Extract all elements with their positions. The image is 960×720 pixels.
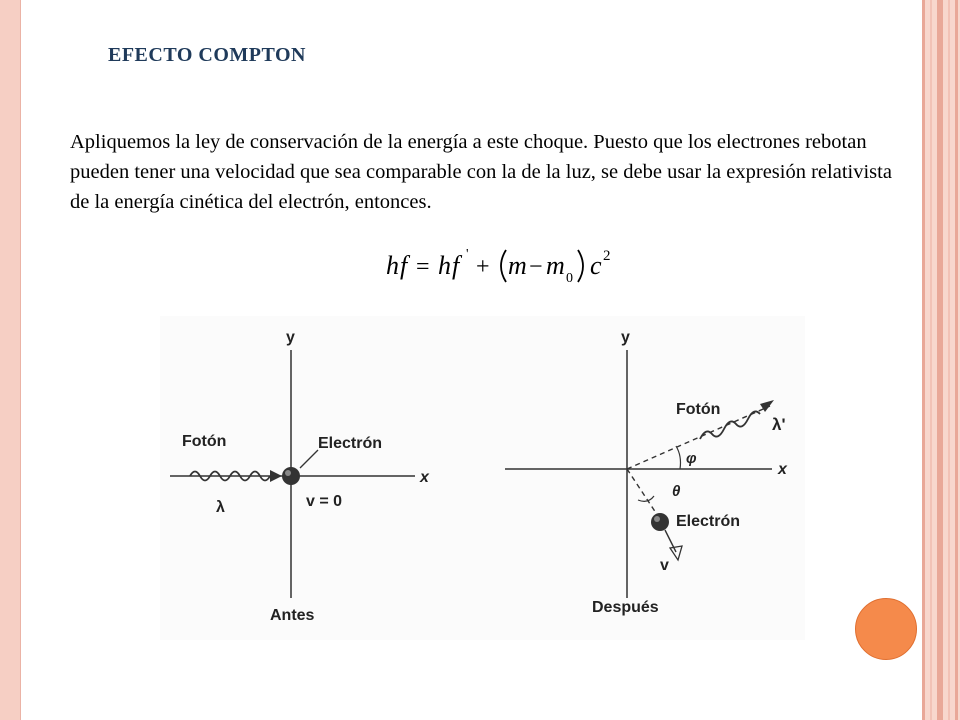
after-electron-icon: [651, 513, 669, 531]
slide-title: EFECTO COMPTON: [108, 44, 306, 66]
before-photon-label: Fotón: [182, 433, 227, 450]
eq-h: h: [386, 251, 399, 280]
after-electron-direction: [627, 469, 658, 516]
after-phi-label: φ: [686, 450, 697, 467]
before-velocity-label: v = 0: [306, 493, 343, 510]
after-wavelength-label: λ': [772, 415, 786, 434]
compton-diagram: [160, 316, 805, 640]
frame-stripe: [948, 0, 950, 720]
orange-decorative-circle: [855, 598, 917, 660]
after-x-label: x: [778, 461, 787, 478]
after-velocity-label: v: [660, 557, 669, 574]
after-theta-label: θ: [672, 483, 681, 500]
eq-m: m: [508, 251, 527, 280]
eq-exp2: 2: [603, 248, 611, 264]
eq-right-paren: [578, 250, 583, 282]
compton-diagram-svg: [160, 316, 805, 640]
slide-paragraph: Apliquemos la ley de conservación de la energía a este choque. Puesto que los electrones rebotan pueden tener una velocidad que sea comparable con la de la luz, se debe usar la expresión relativista de la energía cinética del electrón, entonces.: [70, 131, 892, 213]
eq-h2: h: [438, 251, 451, 280]
phi-angle-arc: [676, 446, 681, 469]
before-panel: [170, 329, 430, 624]
eq-f: f: [400, 251, 408, 280]
frame-stripe: [937, 0, 943, 720]
eq-prime: ': [466, 247, 469, 262]
after-electron-label: Electrón: [676, 513, 741, 530]
after-photon-label: Fotón: [676, 401, 721, 418]
theta-angle-arc: [638, 496, 654, 501]
right-decorative-frame: [922, 0, 960, 720]
eq-left-paren: [501, 250, 506, 282]
energy-equation: [380, 244, 630, 286]
electron-highlight: [285, 470, 291, 476]
after-caption: Después: [592, 599, 659, 616]
eq-plus: +: [476, 254, 490, 280]
frame-stripe: [955, 0, 958, 720]
before-electron-label: Electrón: [318, 435, 383, 452]
left-decorative-frame: [0, 0, 21, 720]
before-x-label: x: [420, 469, 429, 486]
before-photon-arrow-icon: [270, 470, 282, 482]
frame-stripe: [922, 0, 925, 720]
before-electron-icon: [282, 467, 300, 485]
eq-sub0: 0: [566, 271, 573, 286]
before-caption: Antes: [270, 607, 315, 624]
before-electron-pointer: [300, 450, 318, 468]
frame-stripe: [930, 0, 932, 720]
after-panel: [505, 329, 788, 616]
after-velocity-arrow-icon: [670, 546, 682, 560]
before-y-label: y: [286, 329, 295, 346]
eq-equals: =: [416, 254, 430, 280]
electron-highlight: [654, 516, 660, 522]
eq-c: c: [590, 251, 602, 280]
after-y-label: y: [621, 329, 630, 346]
eq-minus: −: [529, 254, 543, 280]
eq-m0: m: [546, 251, 565, 280]
eq-f2: f: [452, 251, 460, 280]
before-wavelength-label: λ: [216, 499, 225, 516]
